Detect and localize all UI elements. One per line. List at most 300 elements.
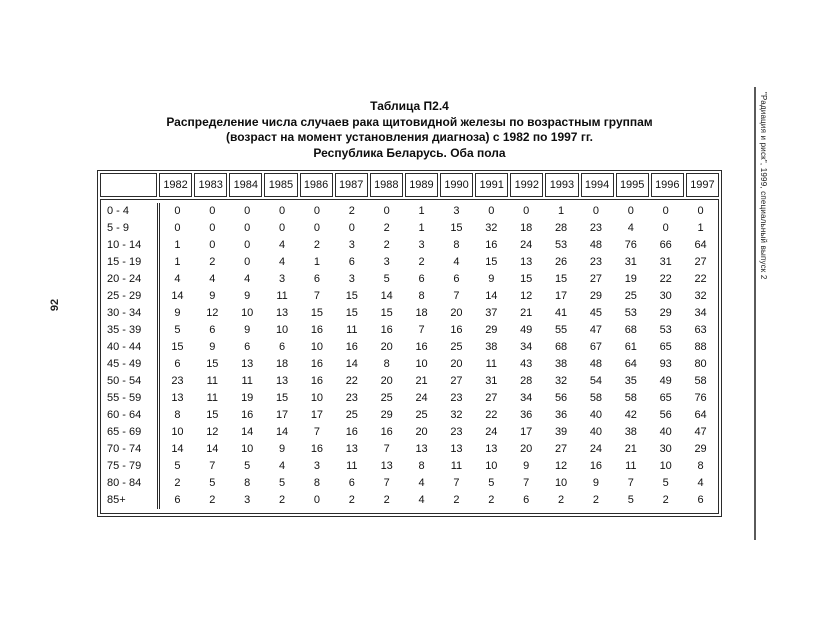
table-cell: 32 (450, 409, 463, 421)
table-cell: 14 (241, 426, 254, 438)
table-cell: 20 (380, 341, 393, 353)
table-cell: 3 (418, 239, 425, 251)
table-cell: 16 (485, 239, 498, 251)
table-header-row (100, 173, 719, 197)
table-cell: 36 (520, 409, 533, 421)
age-group-label: 60 - 64 (107, 409, 142, 421)
header-year-cell: 1988 (370, 173, 403, 197)
table-cell: 8 (418, 460, 425, 472)
table-cell: 31 (485, 375, 498, 387)
age-group-label: 50 - 54 (107, 375, 142, 387)
table-cell: 54 (589, 375, 603, 387)
table-cell: 20 (450, 358, 463, 370)
table-cell: 16 (380, 324, 393, 336)
table-cell: 11 (206, 375, 219, 387)
journal-citation: "Радиация и риск", 1999, специальный выпуск 2 (759, 92, 768, 280)
table-cell: 0 (209, 239, 216, 251)
table-cell: 2 (174, 477, 181, 489)
table-cell: 56 (659, 409, 672, 421)
table-cell: 15 (275, 392, 289, 404)
table-cell: 7 (418, 324, 425, 336)
table-cell: 9 (279, 443, 286, 455)
table-cell: 18 (415, 307, 428, 319)
table-cell: 0 (209, 205, 216, 217)
table-cell: 6 (244, 341, 251, 353)
table-cell: 0 (383, 205, 390, 217)
table-cell: 7 (453, 477, 460, 489)
table-cell: 38 (485, 341, 498, 353)
table-cell: 1 (697, 222, 704, 234)
table-cell: 9 (592, 477, 599, 489)
table-cell: 16 (450, 324, 463, 336)
table-cell: 8 (383, 358, 390, 370)
table-cell: 27 (589, 273, 603, 285)
table-cell: 35 (624, 375, 637, 387)
table-cell: 6 (418, 273, 425, 285)
table-cell: 27 (554, 443, 568, 455)
table-cell: 13 (275, 307, 289, 319)
table-cell: 18 (520, 222, 533, 234)
table-cell: 14 (380, 290, 393, 302)
header-year-cell: 1983 (194, 173, 227, 197)
table-cell: 5 (279, 477, 286, 489)
table-cell: 14 (485, 290, 498, 302)
table-cell: 61 (624, 341, 637, 353)
table-cell: 17 (275, 409, 289, 421)
table-cell: 0 (662, 205, 669, 217)
table-cell: 0 (174, 222, 181, 234)
table-cell: 16 (241, 409, 254, 421)
table-cell: 16 (345, 341, 358, 353)
table-cell: 17 (520, 426, 533, 438)
table-body (100, 199, 719, 514)
table-cell: 13 (241, 358, 254, 370)
table-cell: 34 (520, 392, 533, 404)
header-year-cell: 1995 (616, 173, 649, 197)
table-cell: 10 (241, 307, 254, 319)
age-group-label: 75 - 79 (107, 460, 142, 472)
table-cell: 30 (659, 443, 672, 455)
table-cell: 3 (348, 273, 355, 285)
table-cell: 29 (589, 290, 603, 302)
table-cell: 3 (453, 205, 460, 217)
table-cell: 0 (488, 205, 495, 217)
table-cell: 15 (380, 307, 393, 319)
header-year-cell: 1994 (581, 173, 614, 197)
table-cell: 8 (697, 460, 704, 472)
table-cell: 20 (450, 307, 463, 319)
table-cell: 15 (345, 290, 358, 302)
table-cell: 20 (380, 375, 393, 387)
table-cell: 15 (310, 307, 324, 319)
table-cell: 0 (662, 222, 669, 234)
table-cell: 48 (589, 239, 603, 251)
table-cell: 58 (624, 392, 637, 404)
table-cell: 2 (348, 494, 355, 506)
table-cell: 58 (694, 375, 707, 387)
table-cell: 47 (589, 324, 603, 336)
data-table (97, 170, 722, 517)
table-cell: 16 (589, 460, 603, 472)
table-cell: 11 (625, 460, 637, 472)
table-cell: 3 (244, 494, 251, 506)
table-cell: 23 (345, 392, 358, 404)
table-cell: 9 (488, 273, 495, 285)
table-cell: 10 (171, 426, 184, 438)
table-cell: 1 (418, 222, 425, 234)
table-cell: 1 (174, 239, 181, 251)
table-label: Таблица П2.4 (370, 99, 449, 113)
table-cell: 0 (697, 205, 704, 217)
table-cell: 20 (415, 426, 428, 438)
table-cell: 22 (485, 409, 498, 421)
table-cell: 13 (450, 443, 463, 455)
table-cell: 76 (694, 392, 707, 404)
table-cell: 15 (554, 273, 568, 285)
table-cell: 13 (345, 443, 358, 455)
table-cell: 11 (276, 290, 288, 302)
table-cell: 23 (450, 426, 463, 438)
table-cell: 15 (171, 341, 184, 353)
table-cell: 18 (275, 358, 289, 370)
table-cell: 6 (523, 494, 530, 506)
table-cell: 16 (380, 426, 393, 438)
table-cell: 65 (659, 341, 672, 353)
table-cell: 27 (450, 375, 463, 387)
table-cell: 0 (313, 205, 320, 217)
table-cell: 36 (554, 409, 568, 421)
table-cell: 19 (624, 273, 637, 285)
age-group-column (101, 203, 160, 509)
values-grid (160, 203, 718, 509)
table-cell: 34 (694, 307, 707, 319)
age-group-label: 25 - 29 (107, 290, 142, 302)
table-cell: 15 (450, 222, 463, 234)
table-cell: 17 (310, 409, 324, 421)
table-cell: 22 (659, 273, 672, 285)
table-cell: 5 (174, 324, 181, 336)
table-cell: 2 (383, 239, 390, 251)
age-group-label: 40 - 44 (107, 341, 142, 353)
table-cell: 40 (659, 426, 672, 438)
table-cell: 10 (659, 460, 672, 472)
table-cell: 0 (313, 222, 320, 234)
table-cell: 58 (589, 392, 603, 404)
table-cell: 11 (346, 324, 358, 336)
age-group-label: 65 - 69 (107, 426, 142, 438)
table-cell: 37 (485, 307, 498, 319)
table-cell: 25 (450, 341, 463, 353)
table-cell: 14 (171, 443, 184, 455)
table-cell: 41 (554, 307, 568, 319)
table-cell: 23 (450, 392, 463, 404)
table-cell: 0 (348, 222, 355, 234)
header-year-cell: 1990 (440, 173, 473, 197)
table-cell: 17 (554, 290, 568, 302)
table-cell: 67 (589, 341, 603, 353)
table-cell: 8 (313, 477, 320, 489)
header-year-cell: 1984 (229, 173, 262, 197)
table-cell: 2 (383, 494, 390, 506)
age-group-label: 85+ (107, 494, 126, 506)
table-cell: 6 (279, 341, 286, 353)
table-cell: 9 (174, 307, 181, 319)
table-cell: 7 (453, 290, 460, 302)
table-cell: 0 (174, 205, 181, 217)
table-cell: 2 (313, 239, 320, 251)
table-cell: 14 (171, 290, 184, 302)
table-cell: 21 (415, 375, 428, 387)
table-cell: 12 (206, 307, 219, 319)
table-cell: 24 (520, 239, 533, 251)
table-cell: 48 (589, 358, 603, 370)
table-cell: 5 (209, 477, 216, 489)
table-cell: 9 (209, 290, 216, 302)
table-cell: 0 (209, 222, 216, 234)
table-cell: 11 (206, 392, 219, 404)
table-cell: 14 (345, 358, 358, 370)
table-cell: 29 (485, 324, 498, 336)
table-cell: 5 (383, 273, 390, 285)
table-cell: 22 (345, 375, 358, 387)
table-cell: 19 (241, 392, 254, 404)
table-cell: 4 (627, 222, 634, 234)
table-cell: 11 (450, 460, 463, 472)
table-cell: 13 (520, 256, 533, 268)
table-cell: 25 (415, 409, 428, 421)
table-cell: 16 (310, 358, 324, 370)
table-cell: 24 (589, 443, 603, 455)
table-cell: 2 (279, 494, 286, 506)
header-year-cell: 1993 (545, 173, 578, 197)
table-cell: 25 (380, 392, 393, 404)
table-cell: 12 (206, 426, 219, 438)
age-group-label: 35 - 39 (107, 324, 142, 336)
table-cell: 0 (244, 222, 251, 234)
table-title-line3: Республика Беларусь. Оба пола (313, 145, 506, 160)
table-cell: 12 (520, 290, 533, 302)
header-year-cell: 1987 (335, 173, 368, 197)
table-cell: 68 (624, 324, 637, 336)
title-block (97, 99, 722, 161)
age-group-label: 55 - 59 (107, 392, 142, 404)
table-cell: 43 (520, 358, 533, 370)
table-cell: 0 (279, 222, 286, 234)
table-cell: 32 (485, 222, 498, 234)
table-cell: 3 (279, 273, 286, 285)
table-cell: 6 (174, 358, 181, 370)
table-cell: 0 (523, 205, 530, 217)
table-cell: 2 (488, 494, 495, 506)
table-cell: 11 (346, 460, 358, 472)
table-cell: 2 (418, 256, 425, 268)
table-cell: 6 (348, 256, 355, 268)
table-cell: 20 (520, 443, 533, 455)
table-cell: 29 (380, 409, 393, 421)
table-cell: 4 (244, 273, 251, 285)
table-cell: 2 (592, 494, 599, 506)
table-cell: 13 (171, 392, 184, 404)
table-cell: 28 (554, 222, 568, 234)
table-cell: 6 (174, 494, 181, 506)
table-cell: 6 (313, 273, 320, 285)
table-cell: 34 (520, 341, 533, 353)
table-cell: 7 (383, 477, 390, 489)
table-cell: 65 (659, 392, 672, 404)
table-cell: 29 (659, 307, 672, 319)
table-cell: 4 (174, 273, 181, 285)
table-cell: 16 (345, 426, 358, 438)
table-cell: 3 (313, 460, 320, 472)
table-cell: 53 (659, 324, 672, 336)
table-cell: 4 (453, 256, 460, 268)
header-year-cell: 1982 (159, 173, 192, 197)
table-cell: 6 (209, 324, 216, 336)
table-cell: 32 (694, 290, 707, 302)
table-title-line1: Распределение числа случаев рака щитовидной железы по возрастным группам (166, 114, 653, 129)
table-cell: 4 (697, 477, 704, 489)
table-cell: 11 (485, 358, 498, 370)
table-cell: 3 (348, 239, 355, 251)
table-cell: 23 (171, 375, 184, 387)
table-cell: 16 (415, 341, 428, 353)
table-cell: 4 (418, 494, 425, 506)
table-cell: 68 (554, 341, 568, 353)
table-cell: 12 (554, 460, 568, 472)
table-cell: 10 (310, 341, 324, 353)
table-cell: 8 (174, 409, 181, 421)
table-cell: 5 (627, 494, 634, 506)
table-cell: 10 (241, 443, 254, 455)
table-cell: 9 (209, 341, 216, 353)
table-cell: 13 (485, 443, 498, 455)
table-cell: 55 (554, 324, 568, 336)
table-cell: 13 (275, 375, 289, 387)
table-cell: 4 (418, 477, 425, 489)
table-cell: 30 (659, 290, 672, 302)
table-cell: 28 (520, 375, 533, 387)
table-cell: 22 (694, 273, 707, 285)
age-group-label: 30 - 34 (107, 307, 142, 319)
table-cell: 39 (554, 426, 568, 438)
table-cell: 29 (694, 443, 707, 455)
age-group-label: 80 - 84 (107, 477, 142, 489)
header-year-cell: 1997 (686, 173, 719, 197)
table-cell: 13 (380, 460, 393, 472)
table-cell: 0 (244, 256, 251, 268)
table-cell: 4 (279, 239, 286, 251)
table-cell: 10 (275, 324, 289, 336)
table-cell: 5 (662, 477, 669, 489)
table-cell: 27 (485, 392, 498, 404)
table-cell: 1 (558, 205, 565, 217)
table-cell: 0 (279, 205, 286, 217)
table-cell: 64 (624, 358, 637, 370)
table-cell: 24 (415, 392, 428, 404)
table-cell: 16 (310, 443, 324, 455)
table-cell: 0 (627, 205, 634, 217)
table-cell: 66 (659, 239, 672, 251)
table-cell: 15 (206, 409, 219, 421)
table-cell: 0 (313, 494, 320, 506)
table-cell: 16 (310, 324, 324, 336)
table-cell: 0 (244, 205, 251, 217)
table-cell: 14 (206, 443, 219, 455)
table-cell: 64 (694, 409, 707, 421)
table-cell: 40 (589, 409, 603, 421)
age-group-label: 20 - 24 (107, 273, 142, 285)
table-cell: 24 (485, 426, 498, 438)
table-cell: 2 (662, 494, 669, 506)
age-group-label: 15 - 19 (107, 256, 142, 268)
page-number: 92 (49, 298, 61, 312)
table-cell: 6 (697, 494, 704, 506)
table-cell: 1 (313, 256, 320, 268)
table-cell: 4 (279, 256, 286, 268)
table-cell: 2 (209, 256, 216, 268)
table-cell: 31 (659, 256, 672, 268)
table-cell: 7 (627, 477, 634, 489)
table-cell: 6 (348, 477, 355, 489)
table-cell: 23 (589, 222, 603, 234)
header-year-cell: 1985 (264, 173, 297, 197)
age-group-label: 5 - 9 (107, 222, 130, 234)
table-cell: 63 (694, 324, 707, 336)
table-cell: 7 (209, 460, 216, 472)
table-cell: 26 (554, 256, 568, 268)
header-year-cell: 1986 (300, 173, 333, 197)
table-cell: 5 (244, 460, 251, 472)
table-cell: 13 (415, 443, 428, 455)
table-cell: 42 (624, 409, 637, 421)
table-cell: 8 (244, 477, 251, 489)
table-cell: 1 (418, 205, 425, 217)
table-cell: 25 (345, 409, 358, 421)
table-cell: 5 (488, 477, 495, 489)
table-cell: 10 (554, 477, 568, 489)
table-cell: 5 (174, 460, 181, 472)
table-cell: 10 (415, 358, 428, 370)
table-cell: 2 (453, 494, 460, 506)
table-cell: 14 (275, 426, 289, 438)
table-cell: 31 (624, 256, 637, 268)
table-cell: 4 (209, 273, 216, 285)
table-cell: 0 (592, 205, 599, 217)
table-cell: 21 (624, 443, 637, 455)
table-cell: 10 (310, 392, 324, 404)
table-cell: 53 (554, 239, 568, 251)
table-cell: 80 (694, 358, 707, 370)
table-cell: 4 (279, 460, 286, 472)
table-cell: 2 (558, 494, 565, 506)
table-cell: 8 (418, 290, 425, 302)
table-cell: 3 (383, 256, 390, 268)
margin-rule (754, 87, 756, 540)
table-cell: 23 (589, 256, 603, 268)
table-cell: 9 (523, 460, 530, 472)
table-cell: 93 (659, 358, 672, 370)
table-cell: 15 (520, 273, 533, 285)
table-cell: 21 (520, 307, 533, 319)
table-cell: 9 (244, 324, 251, 336)
table-cell: 38 (624, 426, 637, 438)
table-cell: 2 (348, 205, 355, 217)
header-year-cell: 1992 (510, 173, 543, 197)
header-year-cell: 1996 (651, 173, 684, 197)
table-cell: 8 (453, 239, 460, 251)
table-cell: 40 (589, 426, 603, 438)
table-cell: 7 (313, 290, 320, 302)
